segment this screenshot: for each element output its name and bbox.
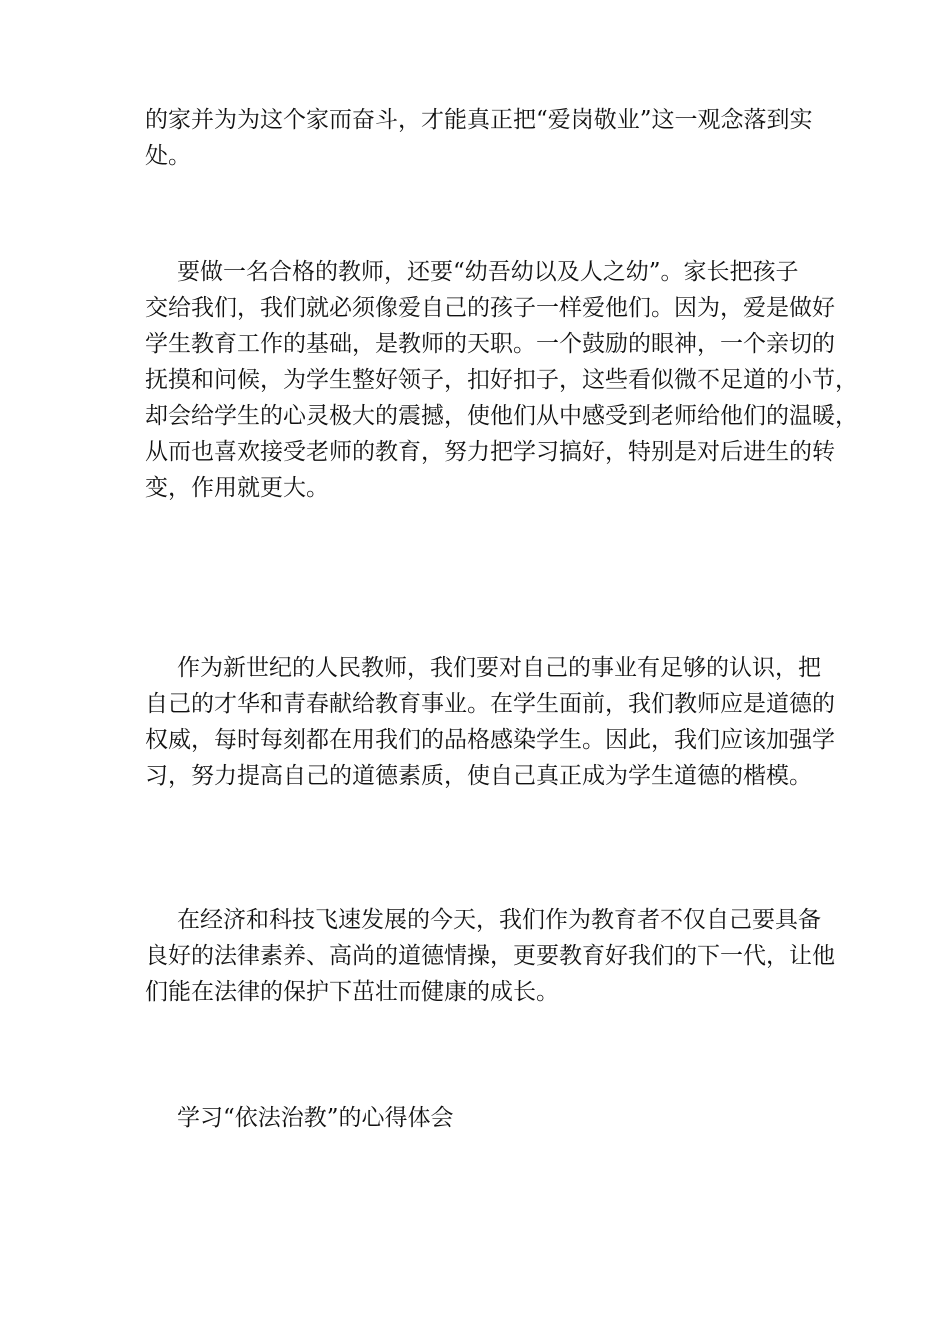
heading-line: 学习“依法治教”的心得体会 bbox=[177, 1105, 454, 1131]
paragraph-love-students bbox=[145, 254, 858, 506]
paragraph-line: 处。 bbox=[145, 143, 191, 169]
paragraph-line: 在经济和科技飞速发展的今天，我们作为教育者不仅自己要具备 bbox=[177, 907, 821, 933]
paragraph-line: 从而也喜欢接受老师的教育，努力把学习搞好，特别是对后进生的转 bbox=[145, 439, 835, 465]
paragraph-line: 习，努力提高自己的道德素质，使自己真正成为学生道德的楷模。 bbox=[145, 763, 812, 789]
section-heading bbox=[145, 1100, 825, 1136]
paragraph-line: 交给我们，我们就必须像爱自己的孩子一样爱他们。因为，爱是做好 bbox=[145, 295, 835, 321]
paragraph-law-education bbox=[145, 902, 835, 1010]
paragraph-line: 权威，每时每刻都在用我们的品格感染学生。因此，我们应该加强学 bbox=[145, 727, 835, 753]
paragraph-line: 作为新世纪的人民教师，我们要对自己的事业有足够的认识，把 bbox=[177, 655, 821, 681]
paragraph-line: 却会给学生的心灵极大的震撼，使他们从中感受到老师给他们的温暖， bbox=[145, 403, 858, 429]
paragraph-line: 学生教育工作的基础，是教师的天职。一个鼓励的眼神，一个亲切的 bbox=[145, 331, 835, 357]
paragraph-teacher-role bbox=[145, 650, 835, 794]
paragraph-line: 们能在法律的保护下茁壮而健康的成长。 bbox=[145, 979, 559, 1005]
paragraph-line: 良好的法律素养、高尚的道德情操，更要教育好我们的下一代，让他 bbox=[145, 943, 835, 969]
paragraph-line: 自己的才华和青春献给教育事业。在学生面前，我们教师应是道德的 bbox=[145, 691, 835, 717]
paragraph-line: 的家并为为这个家而奋斗，才能真正把“爱岗敬业”这一观念落到实 bbox=[145, 107, 813, 133]
paragraph-continuation bbox=[145, 102, 825, 174]
paragraph-line: 要做一名合格的教师，还要“幼吾幼以及人之幼”。家长把孩子 bbox=[177, 259, 799, 285]
paragraph-line: 抚摸和问候，为学生整好领子，扣好扣子，这些看似微不足道的小节， bbox=[145, 367, 858, 393]
paragraph-line: 变，作用就更大。 bbox=[145, 475, 329, 501]
